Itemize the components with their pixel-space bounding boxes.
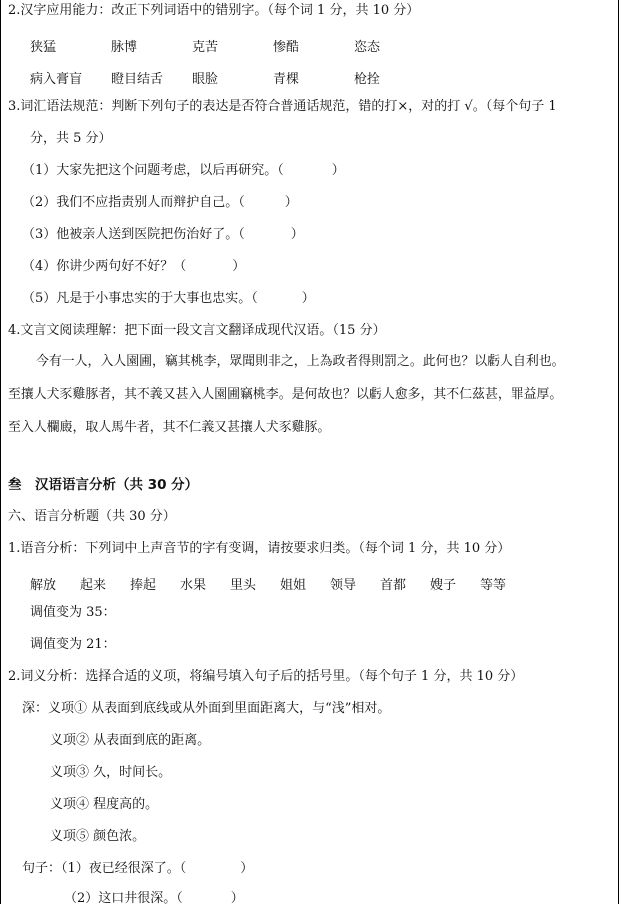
q1b-word: 等等 (480, 578, 507, 593)
q3-item-text: （4）你讲少两句好不好？（ (22, 259, 187, 274)
sense-1: 深：义项① 从表面到底线或从外面到里面距离大，与“浅”相对。 (22, 701, 391, 716)
q2-word-row-2 (30, 68, 435, 87)
q3-item-text: （5）凡是于小事忠实的于大事也忠实。（ (22, 291, 258, 306)
q1b-word: 首都 (380, 578, 407, 593)
q1b-word: 捧起 (130, 578, 157, 593)
q2-title: 2.汉字应用能力：改正下列词语中的错别字。（每个词 1 分，共 10 分） (8, 3, 420, 18)
q4-paragraph-line-1: 今有一人，入人園圃，竊其桃李，眾聞則非之，上為政者得則罰之。此何也？以虧人自利也。 (36, 354, 565, 369)
tone-35-label: 调值变为 35： (30, 605, 116, 620)
q3-item-5 (22, 292, 315, 305)
q3-item-3 (22, 228, 304, 241)
sentence-2 (64, 892, 244, 905)
q3-item-text: （1）大家先把这个问题考虑，以后再研究。（ (22, 163, 284, 178)
sentence-text: 句子：（1）夜已经很深了。（ (22, 861, 187, 876)
sense-5: 义项⑤ 颜色浓。 (50, 829, 146, 844)
tone-21-label: 调值变为 21： (30, 637, 116, 652)
q3-item-text: （2）我们不应指责别人而辩护自己。（ (22, 195, 245, 210)
q4-paragraph-line-2: 至攘人犬豕雞豚者，其不義又甚入人園圃竊桃李。是何故也？以虧人愈多，其不仁茲甚，罪益厚。 (8, 387, 563, 402)
page-border-left (0, 0, 1, 904)
q1b-word: 解放 (30, 578, 57, 593)
q2-word: 眼脸 (192, 72, 219, 87)
q3-title-continued: 分，共 5 分） (30, 131, 112, 146)
close-paren: ） (284, 195, 298, 210)
sense-3: 义项③ 久，时间长。 (50, 765, 172, 780)
q3-item-2 (22, 196, 298, 209)
q4-title: 4.文言文阅读理解：把下面一段文言文翻译成现代汉语。（15 分） (8, 323, 386, 338)
close-paren: ） (240, 861, 254, 876)
q2-word: 瞪目结舌 (111, 72, 164, 87)
q1b-word: 水果 (180, 578, 207, 593)
sense-2: 义项② 从表面到底的距离。 (50, 733, 211, 748)
q3-item-4 (22, 260, 245, 273)
q2-word-row-1 (30, 36, 435, 55)
sentence-1 (22, 862, 253, 875)
q2-word: 狭猛 (30, 40, 57, 55)
q1b-word: 领导 (330, 578, 357, 593)
section-subheading: 六、语言分析题（共 30 分） (8, 509, 176, 524)
q2-word: 克苦 (192, 40, 219, 55)
q1b-word: 里头 (230, 578, 257, 593)
close-paren: ） (290, 227, 304, 242)
sense-4: 义项④ 程度高的。 (50, 797, 159, 812)
q1b-title: 1.语音分析：下列词中上声音节的字有变调，请按要求归类。（每个词 1 分，共 10 分） (8, 541, 511, 556)
q1b-word: 嫂子 (430, 578, 457, 593)
close-paren: ） (232, 259, 246, 274)
q2b-title: 2.词义分析：选择合适的义项，将编号填入句子后的括号里。（每个句子 1 分，共 10 分） (8, 669, 524, 684)
section-heading: 叁 汉语语言分析（共 30 分） (8, 477, 199, 493)
q2-word: 惨酷 (273, 40, 300, 55)
q2-word: 青棵 (273, 72, 300, 87)
q4-paragraph-line-3: 至入人欄廄，取人馬牛者，其不仁義又甚攘人犬豕雞豚。 (8, 420, 331, 435)
q2-word: 枪拴 (354, 72, 381, 87)
sentence-text: （2）这口井很深。（ (64, 891, 183, 906)
q3-item-1 (22, 164, 345, 177)
q2-word: 恣态 (354, 40, 381, 55)
close-paren: ） (301, 291, 315, 306)
q1b-word: 姐姐 (280, 578, 307, 593)
q2-word: 病入膏盲 (30, 72, 83, 87)
q2-word: 脉博 (111, 40, 138, 55)
q1b-word-row (30, 574, 530, 593)
q3-item-text: （3）他被亲人送到医院把伤治好了。（ (22, 227, 245, 242)
q1b-word: 起来 (80, 578, 107, 593)
close-paren: ） (230, 891, 244, 906)
close-paren: ） (331, 163, 345, 178)
q3-title: 3.词汇语法规范：判断下列句子的表达是否符合普通话规范，错的打×，对的打 √。（每个句子 1 (8, 99, 557, 114)
